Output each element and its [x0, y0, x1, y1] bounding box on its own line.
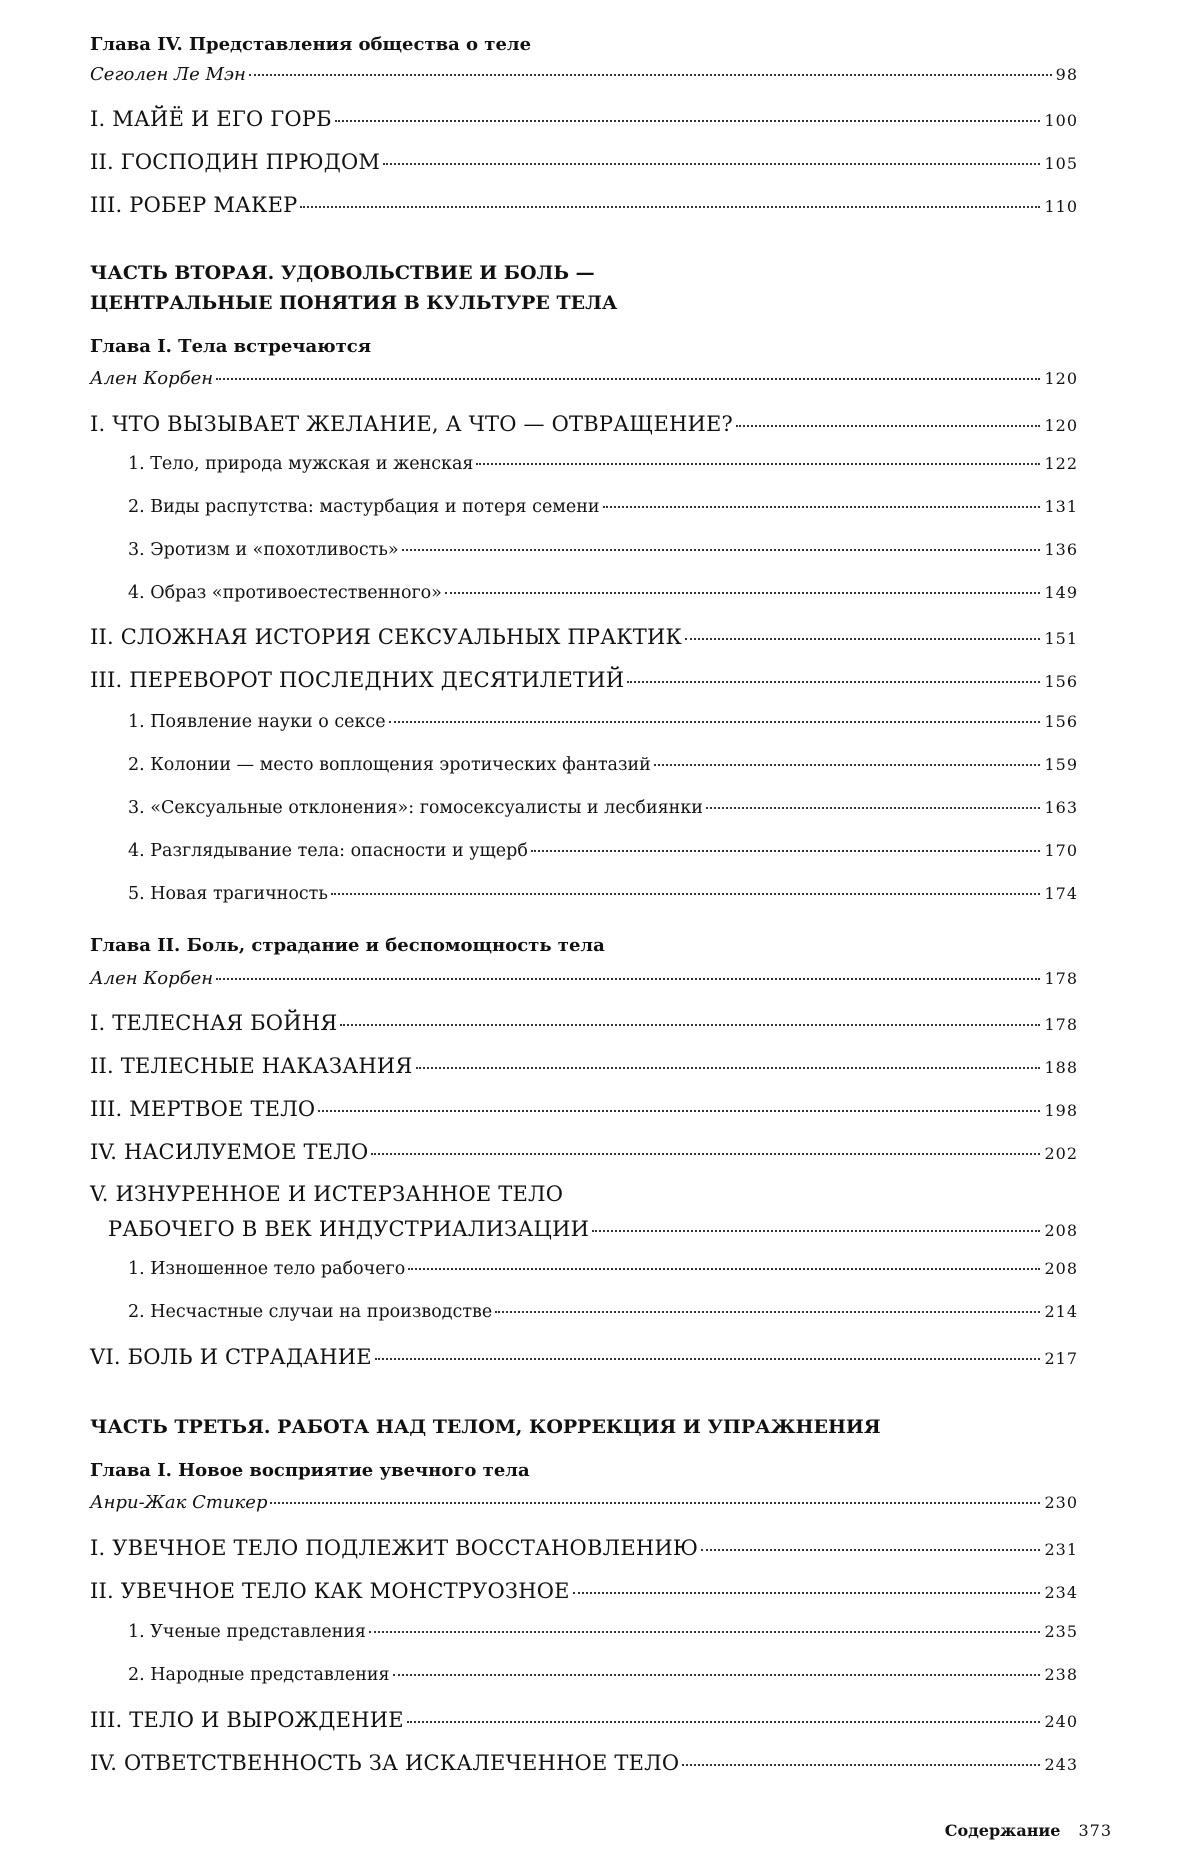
page-number: 198	[1044, 1101, 1078, 1120]
subsection-title: 2. Народные представления	[128, 1665, 390, 1685]
leader-dots	[573, 1592, 1041, 1594]
toc-entry[interactable]	[90, 1054, 1078, 1078]
author-name: Сеголен Ле Мэн	[90, 64, 246, 85]
section-title: I. ТЕЛЕСНАЯ БОЙНЯ	[90, 1011, 337, 1035]
toc-entry[interactable]	[90, 1708, 1078, 1732]
page-number: 131	[1044, 497, 1078, 516]
part-heading-line: ЦЕНТРАЛЬНЫЕ ПОНЯТИЯ В КУЛЬТУРЕ ТЕЛА	[90, 288, 617, 318]
toc-subentry[interactable]	[128, 1665, 1078, 1685]
subsection-title: 3. «Сексуальные отклонения»: гомосексуалисты и лесбиянки	[128, 798, 703, 818]
leader-dots	[402, 549, 1041, 551]
page-number: 110	[1044, 197, 1078, 216]
author-name: Анри-Жак Стикер	[90, 1492, 267, 1513]
toc-entry[interactable]	[90, 1751, 1078, 1775]
page-number: 156	[1044, 672, 1078, 691]
subsection-title: 4. Образ «противоестественного»	[128, 583, 442, 603]
part-heading	[90, 258, 617, 318]
page-number: 230	[1044, 1493, 1078, 1512]
toc-entry[interactable]	[90, 1140, 1078, 1164]
page-number: 178	[1044, 969, 1078, 988]
subsection-title: 1. Изношенное тело рабочего	[128, 1259, 405, 1279]
section-title: III. РОБЕР МАКЕР	[90, 193, 297, 217]
section-title: II. ТЕЛЕСНЫЕ НАКАЗАНИЯ	[90, 1054, 413, 1078]
leader-dots	[300, 206, 1040, 208]
page-number: 240	[1044, 1712, 1078, 1731]
page-number: 151	[1044, 629, 1078, 648]
page-number: 238	[1044, 1665, 1078, 1684]
page-number: 178	[1044, 1015, 1078, 1034]
toc-subentry[interactable]	[128, 1302, 1078, 1322]
page-number: 149	[1044, 583, 1078, 602]
page-number: 120	[1044, 416, 1078, 435]
page-number: 98	[1056, 65, 1078, 84]
page-number: 234	[1044, 1583, 1078, 1602]
leader-dots	[371, 1153, 1040, 1155]
section-title: V. ИЗНУРЕННОЕ И ИСТЕРЗАННОЕ ТЕЛО	[90, 1182, 563, 1206]
toc-subentry[interactable]	[128, 1622, 1078, 1642]
section-title: РАБОЧЕГО В ВЕК ИНДУСТРИАЛИЗАЦИИ	[108, 1217, 589, 1241]
leader-dots	[216, 378, 1040, 380]
page-number: 156	[1044, 712, 1078, 731]
leader-dots	[495, 1311, 1040, 1313]
page-number: 208	[1044, 1221, 1078, 1240]
chapter-heading: Глава I. Новое восприятие увечного тела	[90, 1460, 530, 1481]
leader-dots	[249, 74, 1052, 76]
page-number: 217	[1044, 1349, 1078, 1368]
part-heading	[90, 1412, 881, 1442]
toc-entry[interactable]	[90, 625, 1078, 649]
section-title: IV. НАСИЛУЕМОЕ ТЕЛО	[90, 1140, 368, 1164]
leader-dots	[393, 1674, 1041, 1676]
toc-entry-continuation[interactable]	[108, 1217, 1078, 1241]
footer-page-number: 373	[1078, 1821, 1112, 1840]
section-title: I. УВЕЧНОЕ ТЕЛО ПОДЛЕЖИТ ВОССТАНОВЛЕНИЮ	[90, 1536, 698, 1560]
toc-subentry[interactable]	[128, 454, 1078, 474]
toc-entry[interactable]	[90, 1097, 1078, 1121]
leader-dots	[408, 1268, 1040, 1270]
running-footer-label: Содержание	[945, 1821, 1061, 1840]
subsection-title: 2. Несчастные случаи на производстве	[128, 1302, 492, 1322]
toc-entry[interactable]	[90, 668, 1078, 692]
author-row[interactable]	[90, 368, 1078, 389]
toc-entry[interactable]	[90, 1345, 1078, 1369]
toc-subentry[interactable]	[128, 497, 1078, 517]
section-title: III. ТЕЛО И ВЫРОЖДЕНИЕ	[90, 1708, 404, 1732]
author-row[interactable]	[90, 968, 1078, 989]
chapter-heading: Глава IV. Представления общества о теле	[90, 34, 531, 55]
toc-entry[interactable]	[90, 1579, 1078, 1603]
leader-dots	[685, 638, 1041, 640]
page-number: 235	[1044, 1622, 1078, 1641]
toc-entry[interactable]	[90, 412, 1078, 436]
leader-dots	[416, 1067, 1041, 1069]
leader-dots	[706, 807, 1041, 809]
chapter-heading: Глава II. Боль, страдание и беспомощность тела	[90, 935, 605, 956]
subsection-title: 2. Виды распутства: мастурбация и потеря семени	[128, 497, 600, 517]
leader-dots	[736, 425, 1040, 427]
leader-dots	[603, 506, 1041, 508]
leader-dots	[627, 681, 1040, 683]
part-heading-line: ЧАСТЬ ТРЕТЬЯ. РАБОТА НАД ТЕЛОМ, КОРРЕКЦИЯ И УПРАЖНЕНИЯ	[90, 1412, 881, 1442]
subsection-title: 2. Колонии — место воплощения эротических фантазий	[128, 755, 651, 775]
subsection-title: 3. Эротизм и «похотливость»	[128, 540, 399, 560]
subsection-title: 1. Тело, природа мужская и женская	[128, 454, 473, 474]
leader-dots	[335, 120, 1041, 122]
page-number: 122	[1044, 454, 1078, 473]
toc-entry[interactable]	[90, 150, 1078, 174]
page-number: 163	[1044, 798, 1078, 817]
toc-subentry[interactable]	[128, 798, 1078, 818]
toc-entry[interactable]	[90, 1536, 1078, 1560]
section-title: II. СЛОЖНАЯ ИСТОРИЯ СЕКСУАЛЬНЫХ ПРАКТИК	[90, 625, 682, 649]
author-name: Ален Корбен	[90, 368, 213, 389]
leader-dots	[445, 592, 1041, 594]
toc-subentry[interactable]	[128, 884, 1078, 904]
page-number: 231	[1044, 1540, 1078, 1559]
section-title: I. МАЙЁ И ЕГО ГОРБ	[90, 107, 332, 131]
leader-dots	[389, 721, 1041, 723]
leader-dots	[331, 893, 1041, 895]
subsection-title: 1. Ученые представления	[128, 1622, 366, 1642]
section-title: I. ЧТО ВЫЗЫВАЕТ ЖЕЛАНИЕ, А ЧТО — ОТВРАЩЕНИЕ?	[90, 412, 733, 436]
leader-dots	[592, 1230, 1040, 1232]
page-number: 100	[1044, 111, 1078, 130]
leader-dots	[531, 850, 1041, 852]
section-title: VI. БОЛЬ И СТРАДАНИЕ	[90, 1345, 372, 1369]
leader-dots	[340, 1024, 1040, 1026]
page-number: 174	[1044, 884, 1078, 903]
leader-dots	[375, 1358, 1041, 1360]
page-number: 120	[1044, 369, 1078, 388]
toc-entry[interactable]	[90, 1011, 1078, 1035]
section-title: III. МЕРТВОЕ ТЕЛО	[90, 1097, 315, 1121]
page-number: 214	[1044, 1302, 1078, 1321]
leader-dots	[701, 1549, 1040, 1551]
page-footer	[945, 1821, 1112, 1840]
toc-subentry[interactable]	[128, 712, 1078, 732]
toc-subentry[interactable]	[128, 540, 1078, 560]
leader-dots	[383, 163, 1040, 165]
toc-entry[interactable]	[90, 107, 1078, 131]
page-number: 208	[1044, 1259, 1078, 1278]
section-title: II. УВЕЧНОЕ ТЕЛО КАК МОНСТРУОЗНОЕ	[90, 1579, 570, 1603]
toc-subentry[interactable]	[128, 1259, 1078, 1279]
leader-dots	[270, 1502, 1040, 1504]
page-number: 136	[1044, 540, 1078, 559]
author-row[interactable]	[90, 1492, 1078, 1513]
part-heading-line: ЧАСТЬ ВТОРАЯ. УДОВОЛЬСТВИЕ И БОЛЬ —	[90, 258, 617, 288]
page-number: 159	[1044, 755, 1078, 774]
leader-dots	[476, 463, 1040, 465]
section-title: III. ПЕРЕВОРОТ ПОСЛЕДНИХ ДЕСЯТИЛЕТИЙ	[90, 668, 624, 692]
toc-subentry[interactable]	[128, 583, 1078, 603]
author-name: Ален Корбен	[90, 968, 213, 989]
page-number: 170	[1044, 841, 1078, 860]
subsection-title: 4. Разглядывание тела: опасности и ущерб	[128, 841, 528, 861]
toc-entry-first-line[interactable]	[90, 1182, 1078, 1206]
chapter-heading: Глава I. Тела встречаются	[90, 336, 371, 357]
page-number: 188	[1044, 1058, 1078, 1077]
leader-dots	[682, 1764, 1040, 1766]
leader-dots	[318, 1110, 1040, 1112]
toc-subentry[interactable]	[128, 755, 1078, 775]
subsection-title: 1. Появление науки о сексе	[128, 712, 386, 732]
toc-subentry[interactable]	[128, 841, 1078, 861]
leader-dots	[407, 1721, 1041, 1723]
author-row[interactable]	[90, 64, 1078, 85]
leader-dots	[654, 764, 1041, 766]
section-title: II. ГОСПОДИН ПРЮДОМ	[90, 150, 380, 174]
page-number: 202	[1044, 1144, 1078, 1163]
page-number: 243	[1044, 1755, 1078, 1774]
toc-entry[interactable]	[90, 193, 1078, 217]
leader-dots	[216, 978, 1040, 980]
page-number: 105	[1044, 154, 1078, 173]
leader-dots	[369, 1631, 1041, 1633]
subsection-title: 5. Новая трагичность	[128, 884, 328, 904]
section-title: IV. ОТВЕТСТВЕННОСТЬ ЗА ИСКАЛЕЧЕННОЕ ТЕЛО	[90, 1751, 679, 1775]
